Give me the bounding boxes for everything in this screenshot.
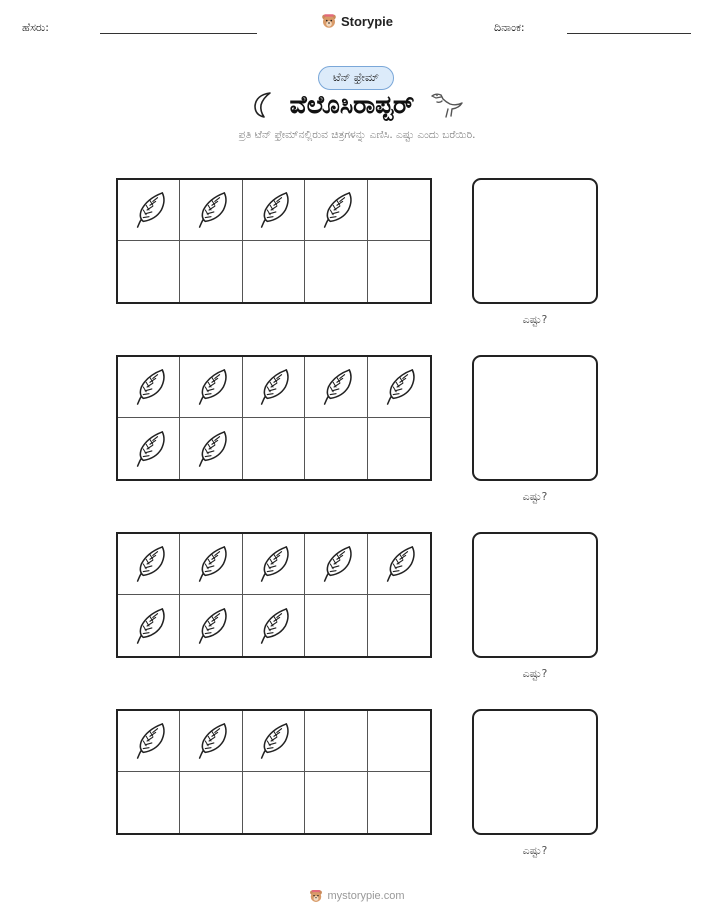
ten-frame-cell <box>118 534 180 595</box>
ten-frame <box>116 178 432 304</box>
claw-icon <box>250 91 276 119</box>
how-many-label: ಎಷ್ಟು? <box>522 667 548 680</box>
ten-frame-cell <box>180 357 242 418</box>
ten-frame-cell <box>243 418 305 479</box>
ten-frame-cell <box>243 357 305 418</box>
velociraptor-icon <box>428 90 464 120</box>
answer-box[interactable] <box>472 355 598 481</box>
feather-icon <box>317 189 355 231</box>
ten-frame-cell <box>305 418 367 479</box>
ten-frame-cell <box>368 711 430 772</box>
title-row <box>0 90 714 123</box>
bear-mascot-icon <box>321 13 337 29</box>
ten-frame-cell <box>180 534 242 595</box>
ten-frame-cell <box>243 241 305 302</box>
ten-frame-cell <box>305 711 367 772</box>
brand-logo <box>0 13 714 33</box>
ten-frame-cell <box>180 711 242 772</box>
ten-frame-cell <box>118 711 180 772</box>
ten-frame-cell <box>368 534 430 595</box>
feather-icon <box>192 720 230 762</box>
bear-mascot-icon <box>309 889 323 903</box>
ten-frame-cell <box>118 180 180 241</box>
feather-icon <box>130 428 168 470</box>
ten-frame-cell <box>180 772 242 833</box>
feather-icon <box>254 720 292 762</box>
ten-frame <box>116 709 432 835</box>
ten-frame-cell <box>368 180 430 241</box>
ten-frame-cell <box>243 711 305 772</box>
ten-frame-cell <box>180 595 242 656</box>
ten-frame-cell <box>180 418 242 479</box>
feather-icon <box>192 543 230 585</box>
brand-name: Storypie <box>340 13 393 29</box>
feather-icon <box>130 605 168 647</box>
feather-icon <box>130 543 168 585</box>
feather-icon <box>380 366 418 408</box>
ten-frame-cell <box>243 772 305 833</box>
name-line[interactable] <box>100 33 257 34</box>
ten-frame <box>116 355 432 481</box>
feather-icon <box>192 366 230 408</box>
date-line[interactable] <box>567 33 691 34</box>
name-label: ಹೆಸರು: <box>22 21 49 34</box>
date-label: ದಿನಾಂಕ: <box>494 21 525 34</box>
feather-icon <box>130 366 168 408</box>
feather-icon <box>254 189 292 231</box>
feather-icon <box>254 366 292 408</box>
ten-frame-cell <box>368 595 430 656</box>
ten-frame-cell <box>305 534 367 595</box>
ten-frame-cell <box>368 772 430 833</box>
feather-icon <box>130 189 168 231</box>
how-many-label: ಎಷ್ಟು? <box>522 844 548 857</box>
ten-frame-cell <box>118 772 180 833</box>
worksheet-title: ವೆಲೊಸಿರಾಪ್ಟರ್ <box>289 90 415 119</box>
footer <box>0 888 714 907</box>
how-many-label: ಎಷ್ಟು? <box>522 490 548 503</box>
ten-frame-cell <box>368 418 430 479</box>
answer-box[interactable] <box>472 709 598 835</box>
feather-icon <box>317 543 355 585</box>
ten-frame-cell <box>305 772 367 833</box>
feather-icon <box>192 189 230 231</box>
feather-icon <box>317 366 355 408</box>
ten-frame-cell <box>305 595 367 656</box>
how-many-label: ಎಷ್ಟು? <box>522 313 548 326</box>
ten-frame-cell <box>243 534 305 595</box>
ten-frame-badge: ಟೆನ್ ಫ್ರೇಮ್ <box>318 66 394 90</box>
ten-frame-cell <box>180 241 242 302</box>
feather-icon <box>192 605 230 647</box>
ten-frame-cell <box>305 241 367 302</box>
footer-url: mystorypie.com <box>327 890 405 902</box>
instruction-text: ಪ್ರತಿ ಟೆನ್ ಫ್ರೇಮ್‌ನಲ್ಲಿರುವ ಚಿತ್ರಗಳನ್ನು ಎಣಿಸಿ. ಎಷ್ಟು ಎಂದು ಬರೆಯಿರಿ. <box>238 129 476 141</box>
ten-frame-cell <box>305 357 367 418</box>
feather-icon <box>380 543 418 585</box>
ten-frame-cell <box>118 241 180 302</box>
ten-frame-cell <box>243 180 305 241</box>
feather-icon <box>254 605 292 647</box>
ten-frame-cell <box>305 180 367 241</box>
ten-frame-cell <box>368 357 430 418</box>
ten-frame-cell <box>118 357 180 418</box>
feather-icon <box>130 720 168 762</box>
ten-frame-cell <box>118 418 180 479</box>
ten-frame <box>116 532 432 658</box>
answer-box[interactable] <box>472 532 598 658</box>
ten-frame-cell <box>243 595 305 656</box>
ten-frame-cell <box>180 180 242 241</box>
feather-icon <box>254 543 292 585</box>
ten-frame-cell <box>118 595 180 656</box>
ten-frame-cell <box>368 241 430 302</box>
feather-icon <box>192 428 230 470</box>
answer-box[interactable] <box>472 178 598 304</box>
